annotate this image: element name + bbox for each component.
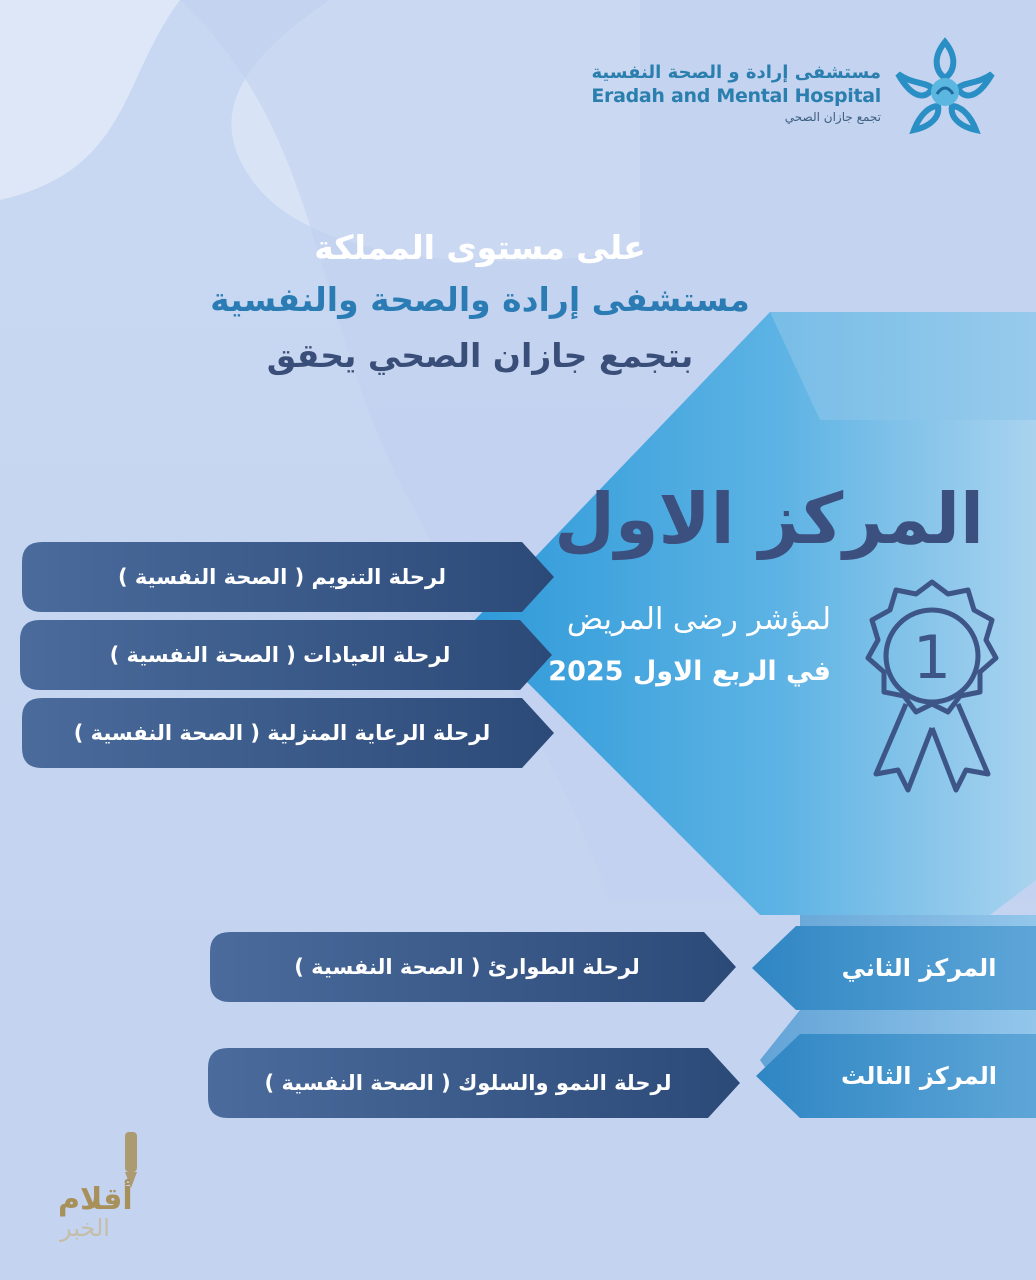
journey-pill [210,932,736,1002]
headline-line-2: مستشفى إرادة والصحة والنفسية [210,280,750,319]
journey-home-care-label: لرحلة الرعاية المنزلية ( الصحة النفسية ) [73,721,491,745]
badge-number: 1 [912,623,952,693]
hospital-logo-icon [890,36,1000,136]
journey-inpatient-label: لرحلة التنويم ( الصحة النفسية ) [118,565,446,589]
period-label: في الربع الاول 2025 [548,656,831,687]
second-place-tab [752,926,1036,1010]
hospital-logo-text [581,62,881,126]
headline-line-1: على مستوى المملكة [314,228,646,267]
watermark-text-1: أقلام [58,1182,133,1217]
journey-pill [22,698,554,768]
third-place-title: المركز الثالث [841,1062,997,1090]
first-place-badge-icon [862,578,1002,808]
headline-line-3: بتجمع جازان الصحي يحقق [266,336,694,375]
journey-emergency-label: لرحلة الطوارئ ( الصحة النفسية ) [294,955,640,979]
second-place-title: المركز الثاني [841,954,997,982]
journey-pill [22,542,554,612]
hospital-name-english: Eradah and Mental Hospital [591,85,881,107]
first-place-title: المركز الاول [554,478,984,560]
journey-pill [208,1048,740,1118]
hospital-name-arabic: مستشفى إرادة و الصحة النفسية [591,62,881,83]
journey-development-label: لرحلة النمو والسلوك ( الصحة النفسية ) [264,1071,672,1095]
health-cluster-name: تجمع جازان الصحي [784,110,881,124]
journey-clinics-label: لرحلة العيادات ( الصحة النفسية ) [109,643,451,667]
journey-pill [20,620,552,690]
watermark-text-2: الخبر [60,1214,110,1242]
third-place-tab [756,1034,1036,1118]
indicator-label: لمؤشر رضى المريض [566,602,831,637]
